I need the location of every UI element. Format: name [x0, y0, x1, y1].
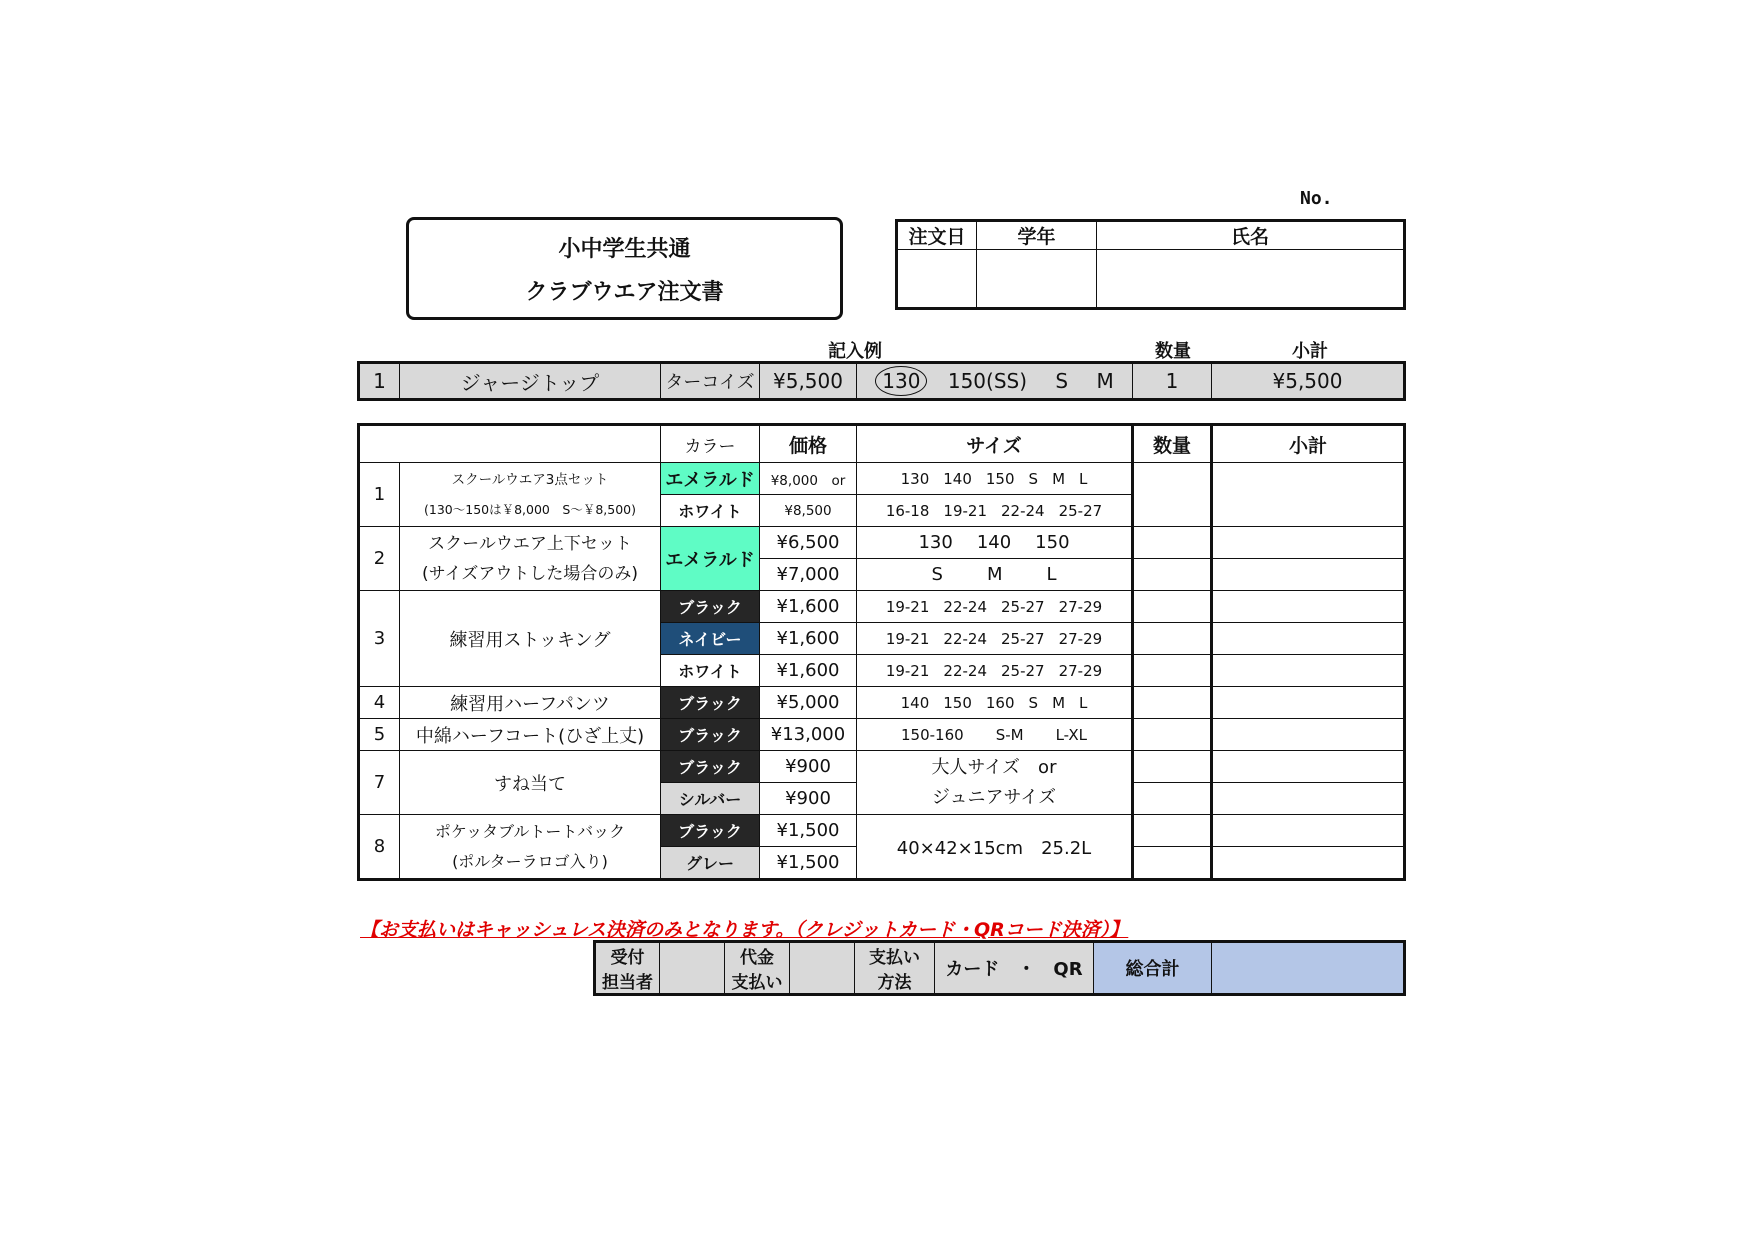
item-price: ¥1,600	[760, 591, 857, 623]
size-option: S	[1028, 693, 1039, 712]
item-price: ¥8,000 or	[760, 463, 857, 495]
item-name: 中綿ハーフコート(ひざ上丈)	[400, 719, 661, 751]
item-price: ¥900	[760, 751, 857, 783]
qty-cell[interactable]	[1133, 719, 1212, 751]
size-options	[857, 463, 1133, 495]
size-option: 22-24	[943, 629, 987, 648]
item-price: ¥5,000	[760, 687, 857, 719]
size-option: L-XL	[1055, 725, 1087, 744]
qty-cell[interactable]	[1133, 687, 1212, 719]
qty-cell[interactable]	[1133, 559, 1212, 591]
size-option: 22-24	[943, 597, 987, 616]
header-size: サイズ	[857, 425, 1133, 463]
size-option: 16-18	[885, 501, 930, 520]
size-option: S-M	[995, 725, 1024, 744]
size-option: M	[1052, 469, 1066, 488]
name-field[interactable]	[1097, 250, 1405, 309]
qty-cell[interactable]	[1133, 751, 1212, 783]
example-sizes	[857, 363, 1133, 400]
size-options	[857, 527, 1133, 559]
header-color: カラー	[661, 425, 760, 463]
table-row	[359, 815, 1405, 847]
size-option: 22-24	[943, 661, 987, 680]
size-option: 19-21	[885, 597, 930, 616]
size-option: 160	[985, 693, 1015, 712]
color-silver: シルバー	[661, 783, 760, 815]
order-date-field[interactable]	[897, 250, 977, 309]
example-subtotal: ¥5,500	[1212, 363, 1405, 400]
item-no: 1	[359, 463, 400, 527]
subtotal-cell[interactable]	[1212, 847, 1405, 880]
size-option: L	[1079, 693, 1088, 712]
item-no: 2	[359, 527, 400, 591]
method-value: カード ・ QR	[935, 942, 1094, 995]
qty-cell[interactable]	[1133, 655, 1212, 687]
color-white: ホワイト	[661, 495, 760, 527]
size-option: 140	[943, 469, 972, 488]
item-no: 4	[359, 687, 400, 719]
color-black: ブラック	[661, 751, 760, 783]
size-options	[857, 719, 1133, 751]
subtotal-cell[interactable]	[1212, 559, 1405, 591]
color-black: ブラック	[661, 719, 760, 751]
item-name: すね当て	[400, 751, 661, 815]
size-option: ジュニアサイズ	[931, 786, 1057, 808]
example-color: ターコイズ	[661, 363, 760, 400]
size-option: 150-160	[901, 725, 964, 744]
table-row	[359, 463, 1405, 495]
header-blank	[359, 425, 661, 463]
size-options: 40×42×15cm 25.2L	[857, 815, 1133, 880]
item-price: ¥6,500	[760, 527, 857, 559]
method-label	[855, 942, 935, 995]
qty-cell[interactable]	[1133, 815, 1212, 847]
size-option: 25-27	[1001, 629, 1045, 648]
example-size: M	[1096, 369, 1114, 393]
example-qty: 1	[1133, 363, 1212, 400]
example-size: 150(SS)	[947, 369, 1028, 393]
color-white: ホワイト	[661, 655, 760, 687]
size-options	[857, 591, 1133, 623]
size-option: 27-29	[1058, 629, 1103, 648]
item-name-line: (130〜150は￥8,000 S〜￥8,500)	[424, 501, 636, 517]
color-black: ブラック	[661, 591, 760, 623]
size-option: 19-21	[943, 501, 987, 520]
qty-cell[interactable]	[1133, 783, 1212, 815]
size-option: 140	[976, 532, 1012, 553]
payment-label	[725, 942, 790, 995]
item-name	[400, 527, 661, 591]
example-price: ¥5,500	[760, 363, 857, 400]
subtotal-cell[interactable]	[1212, 687, 1405, 719]
example-qty-label: 数量	[1155, 341, 1191, 362]
color-emerald: エメラルド	[661, 463, 760, 495]
size-options	[857, 559, 1133, 591]
size-option: 25-27	[1058, 501, 1103, 520]
method-label-line: 方法	[877, 973, 912, 993]
reception-label	[595, 942, 660, 995]
size-options	[857, 495, 1133, 527]
qty-cell[interactable]	[1133, 623, 1212, 655]
item-name	[400, 815, 661, 880]
item-price: ¥1,500	[760, 847, 857, 880]
subtotal-cell[interactable]	[1212, 623, 1405, 655]
size-option: L	[1046, 564, 1057, 585]
form-title	[406, 217, 843, 320]
color-emerald: エメラルド	[661, 527, 760, 591]
size-options	[857, 655, 1133, 687]
table-row	[359, 719, 1405, 751]
size-option: 130	[918, 532, 953, 553]
subtotal-cell[interactable]	[1212, 815, 1405, 847]
size-option: S	[931, 564, 943, 585]
reception-field[interactable]	[660, 942, 725, 995]
order-date-header: 注文日	[897, 221, 977, 250]
item-no: 5	[359, 719, 400, 751]
item-price: ¥8,500	[760, 495, 857, 527]
subtotal-cell[interactable]	[1212, 463, 1405, 527]
size-option: S	[1028, 469, 1039, 488]
size-option: 25-27	[1001, 661, 1045, 680]
item-name: 練習用ストッキング	[400, 591, 661, 687]
grade-field[interactable]	[977, 250, 1097, 309]
item-name-line: (ポルターラロゴ入り)	[452, 851, 608, 871]
subtotal-cell[interactable]	[1212, 527, 1405, 559]
qty-cell[interactable]	[1133, 847, 1212, 880]
size-options	[857, 623, 1133, 655]
customer-info-table	[895, 219, 1406, 310]
number-label: No.	[1300, 188, 1333, 209]
size-option: M	[1052, 693, 1066, 712]
item-no: 3	[359, 591, 400, 687]
subtotal-cell[interactable]	[1212, 591, 1405, 623]
color-navy: ネイビー	[661, 623, 760, 655]
total-label: 総合計	[1094, 942, 1212, 995]
example-label: 記入例	[828, 341, 882, 362]
item-price: ¥13,000	[760, 719, 857, 751]
item-no: 7	[359, 751, 400, 815]
header-subtotal: 小計	[1212, 425, 1405, 463]
subtotal-cell[interactable]	[1212, 655, 1405, 687]
item-price: ¥1,500	[760, 815, 857, 847]
example-subtotal-label: 小計	[1292, 341, 1328, 362]
footer-table	[593, 940, 1406, 996]
grade-header: 学年	[977, 221, 1097, 250]
size-option: 27-29	[1058, 597, 1103, 616]
payment-field[interactable]	[790, 942, 855, 995]
example-size-circled: 130	[875, 366, 927, 396]
title-line-2: クラブウエア注文書	[525, 279, 724, 305]
size-option: 25-27	[1001, 597, 1045, 616]
subtotal-cell[interactable]	[1212, 751, 1405, 783]
order-table	[357, 423, 1406, 881]
table-row	[359, 591, 1405, 623]
table-header-row	[359, 425, 1405, 463]
header-qty: 数量	[1133, 425, 1212, 463]
item-name-line: スクールウエア上下セット	[428, 533, 632, 554]
total-field[interactable]	[1212, 942, 1405, 995]
qty-cell[interactable]	[1133, 527, 1212, 559]
item-price: ¥900	[760, 783, 857, 815]
size-options	[857, 751, 1133, 815]
payment-notice: 【お支払いはキャッシュレス決済のみとなります。（クレジットカード・QRコード決済）】	[360, 919, 1129, 941]
header-price: 価格	[760, 425, 857, 463]
item-price: ¥1,600	[760, 655, 857, 687]
item-name-line: ポケッタブルトートバック	[434, 821, 626, 841]
item-price: ¥7,000	[760, 559, 857, 591]
size-option: 140	[900, 693, 930, 712]
example-item: ジャージトップ	[400, 363, 661, 400]
reception-label-line: 受付	[610, 948, 645, 968]
item-no: 8	[359, 815, 400, 880]
item-name-line: スクールウエア3点セット	[451, 471, 609, 488]
size-option: 19-21	[885, 629, 930, 648]
size-option: 27-29	[1058, 661, 1103, 680]
example-no: 1	[359, 363, 400, 400]
table-row	[359, 751, 1405, 783]
table-row	[359, 527, 1405, 559]
name-header: 氏名	[1097, 221, 1405, 250]
item-name	[400, 463, 661, 527]
method-label-line: 支払い	[869, 948, 920, 968]
size-option: 19-21	[885, 661, 930, 680]
example-row-table	[357, 361, 1406, 401]
qty-cell[interactable]	[1133, 591, 1212, 623]
size-option: 130	[900, 469, 930, 488]
size-option: 150	[1035, 532, 1070, 553]
subtotal-cell[interactable]	[1212, 783, 1405, 815]
item-name-line: (サイズアウトした場合のみ)	[422, 563, 638, 584]
subtotal-cell[interactable]	[1212, 719, 1405, 751]
size-option: 150	[985, 469, 1015, 488]
color-black: ブラック	[661, 815, 760, 847]
size-option: 22-24	[1001, 501, 1045, 520]
size-option: M	[986, 564, 1003, 585]
size-option: L	[1079, 469, 1088, 488]
color-black: ブラック	[661, 687, 760, 719]
size-options	[857, 687, 1133, 719]
reception-label-line: 担当者	[602, 973, 653, 993]
table-row	[359, 687, 1405, 719]
qty-cell[interactable]	[1133, 463, 1212, 527]
size-option: 150	[943, 693, 972, 712]
item-price: ¥1,600	[760, 623, 857, 655]
size-option: 大人サイズ or	[931, 756, 1057, 778]
color-grey: グレー	[661, 847, 760, 880]
example-size: S	[1055, 369, 1069, 393]
item-name: 練習用ハーフパンツ	[400, 687, 661, 719]
payment-label-line: 支払い	[731, 973, 783, 993]
payment-label-line: 代金	[740, 948, 774, 968]
title-line-1: 小中学生共通	[558, 236, 691, 262]
